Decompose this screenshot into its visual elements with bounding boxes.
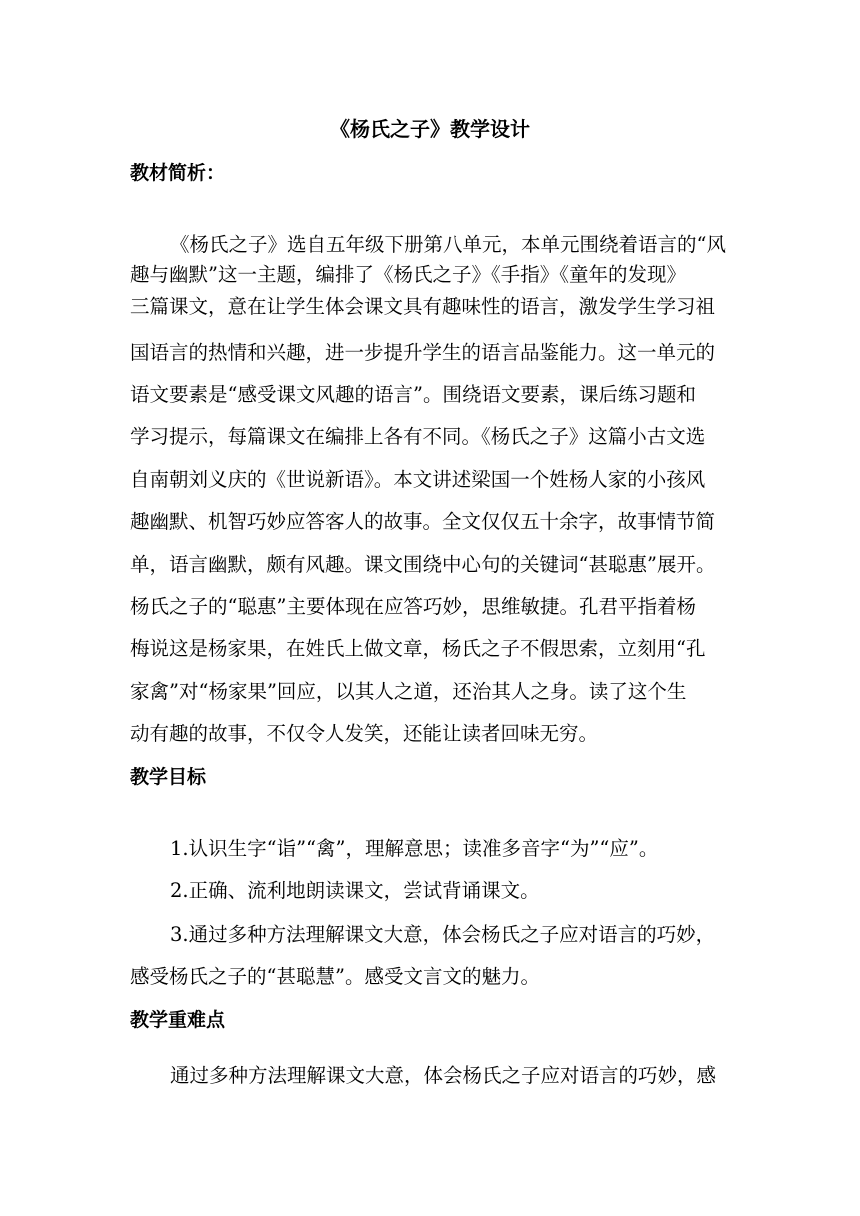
section-heading-goals: 教学目标 <box>130 766 207 788</box>
analysis-line: 《杨氏之子》选自五年级下册第八单元，本单元围绕着语言的“风 <box>170 233 726 256</box>
document-title: 《杨氏之子》教学设计 <box>330 117 530 141</box>
analysis-line: 国语言的热情和兴趣，进一步提升学生的语言品鉴能力。这一单元的 <box>130 341 716 364</box>
analysis-line: 语文要素是“感受课文风趣的语言”。围绕语文要素，课后练习题和 <box>130 383 696 406</box>
goal-item: 2.正确、流利地朗读课文，尝试背诵课文。 <box>170 879 540 902</box>
analysis-line: 梅说这是杨家果，在姓氏上做文章，杨氏之子不假思索，立刻用“孔 <box>130 637 706 660</box>
analysis-line: 家禽”对“杨家果”回应，以其人之道，还治其人之身。读了这个生 <box>130 680 687 703</box>
analysis-line: 自南朝刘义庆的《世说新语》。本文讲述梁国一个姓杨人家的小孩风 <box>130 468 706 491</box>
section-heading-analysis: 教材简析： <box>130 162 226 184</box>
goal-item: 3.通过多种方法理解课文大意，体会杨氏之子应对语言的巧妙， <box>170 923 716 946</box>
analysis-line: 单，语言幽默，颇有风趣。课文围绕中心句的关键词“甚聪惠”展开。 <box>130 553 716 576</box>
goal-item: 1.认识生字“诣”“禽”，理解意思；读准多音字“为”“应”。 <box>170 837 659 860</box>
difficulty-line: 通过多种方法理解课文大意，体会杨氏之子应对语言的巧妙，感 <box>170 1064 717 1087</box>
analysis-line: 动有趣的故事，不仅令人发笑，还能让读者回味无穷。 <box>130 722 599 745</box>
goal-item-continuation: 感受杨氏之子的“甚聪慧”。感受文言文的魅力。 <box>130 965 540 988</box>
analysis-line: 杨氏之子的“聪惠”主要体现在应答巧妙，思维敏捷。孔君平指着杨 <box>130 595 696 618</box>
analysis-line: 三篇课文，意在让学生体会课文具有趣味性的语言，激发学生学习祖 <box>130 295 716 318</box>
analysis-line: 趣幽默、机智巧妙应答客人的故事。全文仅仅五十余字，故事情节简 <box>130 510 716 533</box>
analysis-line: 学习提示，每篇课文在编排上各有不同。《杨氏之子》这篇小古文选 <box>130 425 706 448</box>
section-heading-difficulties: 教学重难点 <box>130 1009 226 1031</box>
analysis-line: 趣与幽默”这一主题，编排了《杨氏之子》《手指》《童年的发现》 <box>130 263 686 286</box>
